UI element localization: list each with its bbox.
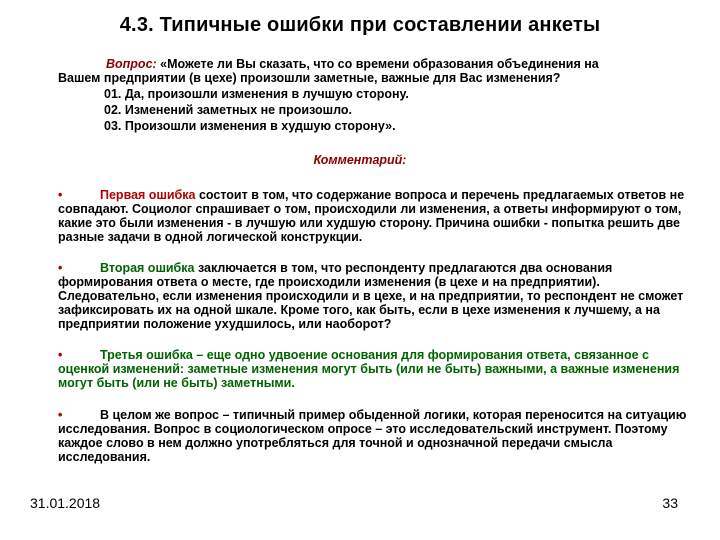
footer-date: 31.01.2018 [30,495,101,511]
paragraph-text: – еще одно удвоение основания для формирования ответа, связанное с оценкой изменений: заметные изменения могут быть (или не быть) важными, а важные изменения могут быть (или не быть) заметными. [58,348,680,390]
paragraph-third-error [58,348,698,390]
paragraph-second-error [58,261,698,331]
answer-option-2: 02. Изменений заметных не произошло. [104,103,352,117]
answer-option-3: 03. Произошли изменения в худшую сторону». [104,119,396,133]
question-block [58,57,698,133]
question-text-1: «Можете ли Вы сказать, что со времени образования объединения на [156,57,599,71]
paragraph-lead: Вторая ошибка [100,261,195,275]
paragraph-conclusion [58,408,698,464]
question-prefix: Вопрос: [106,57,157,71]
paragraph-text: – типичный пример обыденной логики, которая переносится на ситуацию исследования. Вопрос в социологическом опросе – это исследовательский инструмент. Поэтому каждое слово в нем должно употребляться для точной и однозначной передачи смысла исследования. [58,408,687,464]
page-number: 33 [662,495,678,511]
slide-title: 4.3. Типичные ошибки при составлении анкеты [119,14,601,36]
bullet-icon: • [58,261,63,275]
question-line-1 [58,57,698,71]
paragraph-lead: Третья ошибка [100,348,193,362]
comment-title: Комментарий: [313,153,407,167]
paragraph-first-error [58,188,698,244]
bullet-icon: • [58,408,63,422]
bullet-icon: • [58,348,63,362]
answer-option-1: 01. Да, произошли изменения в лучшую сторону. [104,87,409,101]
paragraph-text: состоит в том, что содержание вопроса и перечень предлагаемых ответов не совпадают. Социолог спрашивает о том, происходили ли изменения, а ответы информируют о том, какие это были изменения - в лучшую или худшую сторону. Причина ошибки - попытка решить две разные задачи в одной логической конструкции. [58,188,685,244]
bullet-icon: • [58,188,63,202]
paragraph-text: заключается в том, что респонденту предлагаются два основания формирования ответа о месте, где происходили изменения (в цехе и на предприятии). Следовательно, если изменения происходили и в цехе, и на предприятии, то респондент не сможет зафиксировать их на одной шкале. Кроме того, как быть, если в цехе изменения к лучшему, а на предприятии положение ухудшилось, или наоборот? [58,261,684,331]
paragraph-lead: В целом же вопрос [100,408,219,422]
question-line-2: Вашем предприятии (в цехе) произошли заметные, важные для Вас изменения? [58,71,561,85]
paragraph-lead: Первая ошибка [100,188,196,202]
